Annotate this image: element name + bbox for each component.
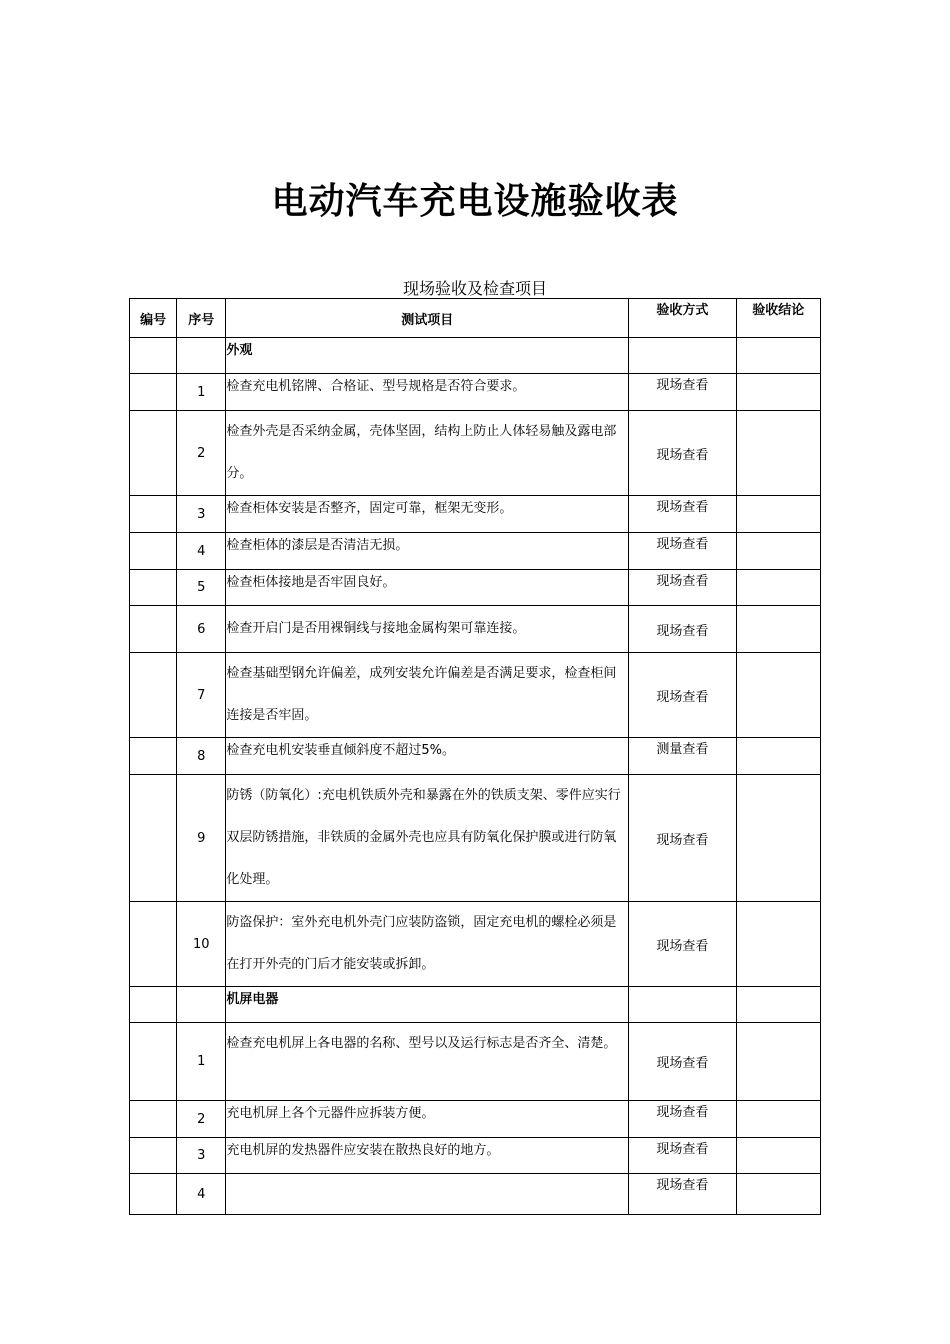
item-cell: 检查充电机屏上各电器的名称、型号以及运行标志是否齐全、清楚。 — [226, 1023, 629, 1101]
section-row-panel-electrics — [130, 987, 821, 1023]
seq-cell: 3 — [177, 1138, 226, 1174]
item-cell — [226, 1174, 629, 1215]
seq-cell: 7 — [177, 653, 226, 738]
no-cell — [130, 1023, 177, 1101]
page-title: 电动汽车充电设施验收表 — [271, 180, 679, 222]
no-cell — [130, 496, 177, 533]
table-row — [130, 1138, 821, 1174]
no-cell — [130, 570, 177, 606]
no-cell — [130, 1138, 177, 1174]
result-cell[interactable] — [736, 1101, 820, 1138]
table-row — [130, 496, 821, 533]
method-cell: 现场查看 — [629, 570, 736, 606]
seq-cell: 8 — [177, 738, 226, 775]
no-cell — [130, 1101, 177, 1138]
item-cell: 充电机屏的发热器件应安装在散热良好的地方。 — [226, 1138, 629, 1174]
result-cell[interactable] — [736, 570, 820, 606]
method-cell: 现场查看 — [629, 1138, 736, 1174]
method-cell: 现场查看 — [629, 496, 736, 533]
table-row — [130, 533, 821, 570]
seq-cell: 6 — [177, 606, 226, 653]
method-cell: 现场查看 — [629, 606, 736, 653]
section-name: 机屏电器 — [226, 987, 629, 1023]
seq-cell — [177, 338, 226, 374]
table-row — [130, 374, 821, 411]
header-method: 验收方式 — [629, 299, 736, 338]
seq-cell: 4 — [177, 533, 226, 570]
inspection-table — [129, 298, 821, 1215]
result-cell[interactable] — [736, 775, 820, 902]
result-cell[interactable] — [736, 902, 820, 987]
seq-cell: 2 — [177, 1101, 226, 1138]
no-cell — [130, 338, 177, 374]
no-cell — [130, 987, 177, 1023]
section-name: 外观 — [226, 338, 629, 374]
result-cell[interactable] — [736, 653, 820, 738]
method-cell: 现场查看 — [629, 775, 736, 902]
header-item: 测试项目 — [226, 299, 629, 338]
seq-cell: 10 — [177, 902, 226, 987]
table-row — [130, 775, 821, 902]
seq-cell: 4 — [177, 1174, 226, 1215]
method-cell: 现场查看 — [629, 1174, 736, 1215]
result-cell[interactable] — [736, 1174, 820, 1215]
table-row — [130, 411, 821, 496]
seq-cell — [177, 987, 226, 1023]
table-row — [130, 902, 821, 987]
item-cell: 检查外壳是否采纳金属，壳体坚固，结构上防止人体轻易触及露电部分。 — [226, 411, 629, 496]
result-cell[interactable] — [736, 411, 820, 496]
method-cell: 现场查看 — [629, 1023, 736, 1101]
method-cell — [629, 987, 736, 1023]
seq-cell: 1 — [177, 374, 226, 411]
item-cell: 检查基础型钢允许偏差，成列安装允许偏差是否满足要求，检查柜间连接是否牢固。 — [226, 653, 629, 738]
result-cell[interactable] — [736, 738, 820, 775]
table-row — [130, 653, 821, 738]
seq-cell: 1 — [177, 1023, 226, 1101]
no-cell — [130, 775, 177, 902]
method-cell: 现场查看 — [629, 653, 736, 738]
item-cell: 检查开启门是否用裸铜线与接地金属构架可靠连接。 — [226, 606, 629, 653]
method-cell: 现场查看 — [629, 902, 736, 987]
method-cell: 现场查看 — [629, 1101, 736, 1138]
table-subtitle: 现场验收及检查项目 — [402, 279, 547, 298]
no-cell — [130, 1174, 177, 1215]
item-cell: 检查充电机安装垂直倾斜度不超过5%。 — [226, 738, 629, 775]
no-cell — [130, 653, 177, 738]
result-cell[interactable] — [736, 496, 820, 533]
section-row-appearance — [130, 338, 821, 374]
method-cell: 现场查看 — [629, 374, 736, 411]
item-cell: 检查柜体的漆层是否清洁无损。 — [226, 533, 629, 570]
method-cell: 测量查看 — [629, 738, 736, 775]
item-cell: 防盗保护：室外充电机外壳门应装防盗锁，固定充电机的螺栓必须是在打开外壳的门后才能安装或拆卸。 — [226, 902, 629, 987]
header-no: 编号 — [130, 299, 177, 338]
method-cell: 现场查看 — [629, 533, 736, 570]
no-cell — [130, 902, 177, 987]
no-cell — [130, 738, 177, 775]
header-result: 验收结论 — [736, 299, 820, 338]
item-cell: 检查充电机铭牌、合格证、型号规格是否符合要求。 — [226, 374, 629, 411]
result-cell — [736, 338, 820, 374]
table-row — [130, 606, 821, 653]
result-cell[interactable] — [736, 606, 820, 653]
table-row — [130, 1101, 821, 1138]
result-cell[interactable] — [736, 1138, 820, 1174]
method-cell — [629, 338, 736, 374]
header-row — [130, 299, 821, 338]
seq-cell: 5 — [177, 570, 226, 606]
no-cell — [130, 533, 177, 570]
result-cell — [736, 987, 820, 1023]
item-cell: 检查柜体接地是否牢固良好。 — [226, 570, 629, 606]
result-cell[interactable] — [736, 1023, 820, 1101]
item-cell: 充电机屏上各个元器件应拆装方便。 — [226, 1101, 629, 1138]
no-cell — [130, 411, 177, 496]
item-cell: 检查柜体安装是否整齐，固定可靠，框架无变形。 — [226, 496, 629, 533]
method-cell: 现场查看 — [629, 411, 736, 496]
result-cell[interactable] — [736, 533, 820, 570]
header-seq: 序号 — [177, 299, 226, 338]
seq-cell: 9 — [177, 775, 226, 902]
item-cell: 防锈（防氧化）:充电机铁质外壳和暴露在外的铁质支架、零件应实行双层防锈措施，非铁质的金属外壳也应具有防氧化保护膜或进行防氧化处理。 — [226, 775, 629, 902]
seq-cell: 2 — [177, 411, 226, 496]
no-cell — [130, 606, 177, 653]
table-row — [130, 738, 821, 775]
table-row — [130, 570, 821, 606]
seq-cell: 3 — [177, 496, 226, 533]
table-row — [130, 1174, 821, 1215]
no-cell — [130, 374, 177, 411]
table-row — [130, 1023, 821, 1101]
result-cell[interactable] — [736, 374, 820, 411]
